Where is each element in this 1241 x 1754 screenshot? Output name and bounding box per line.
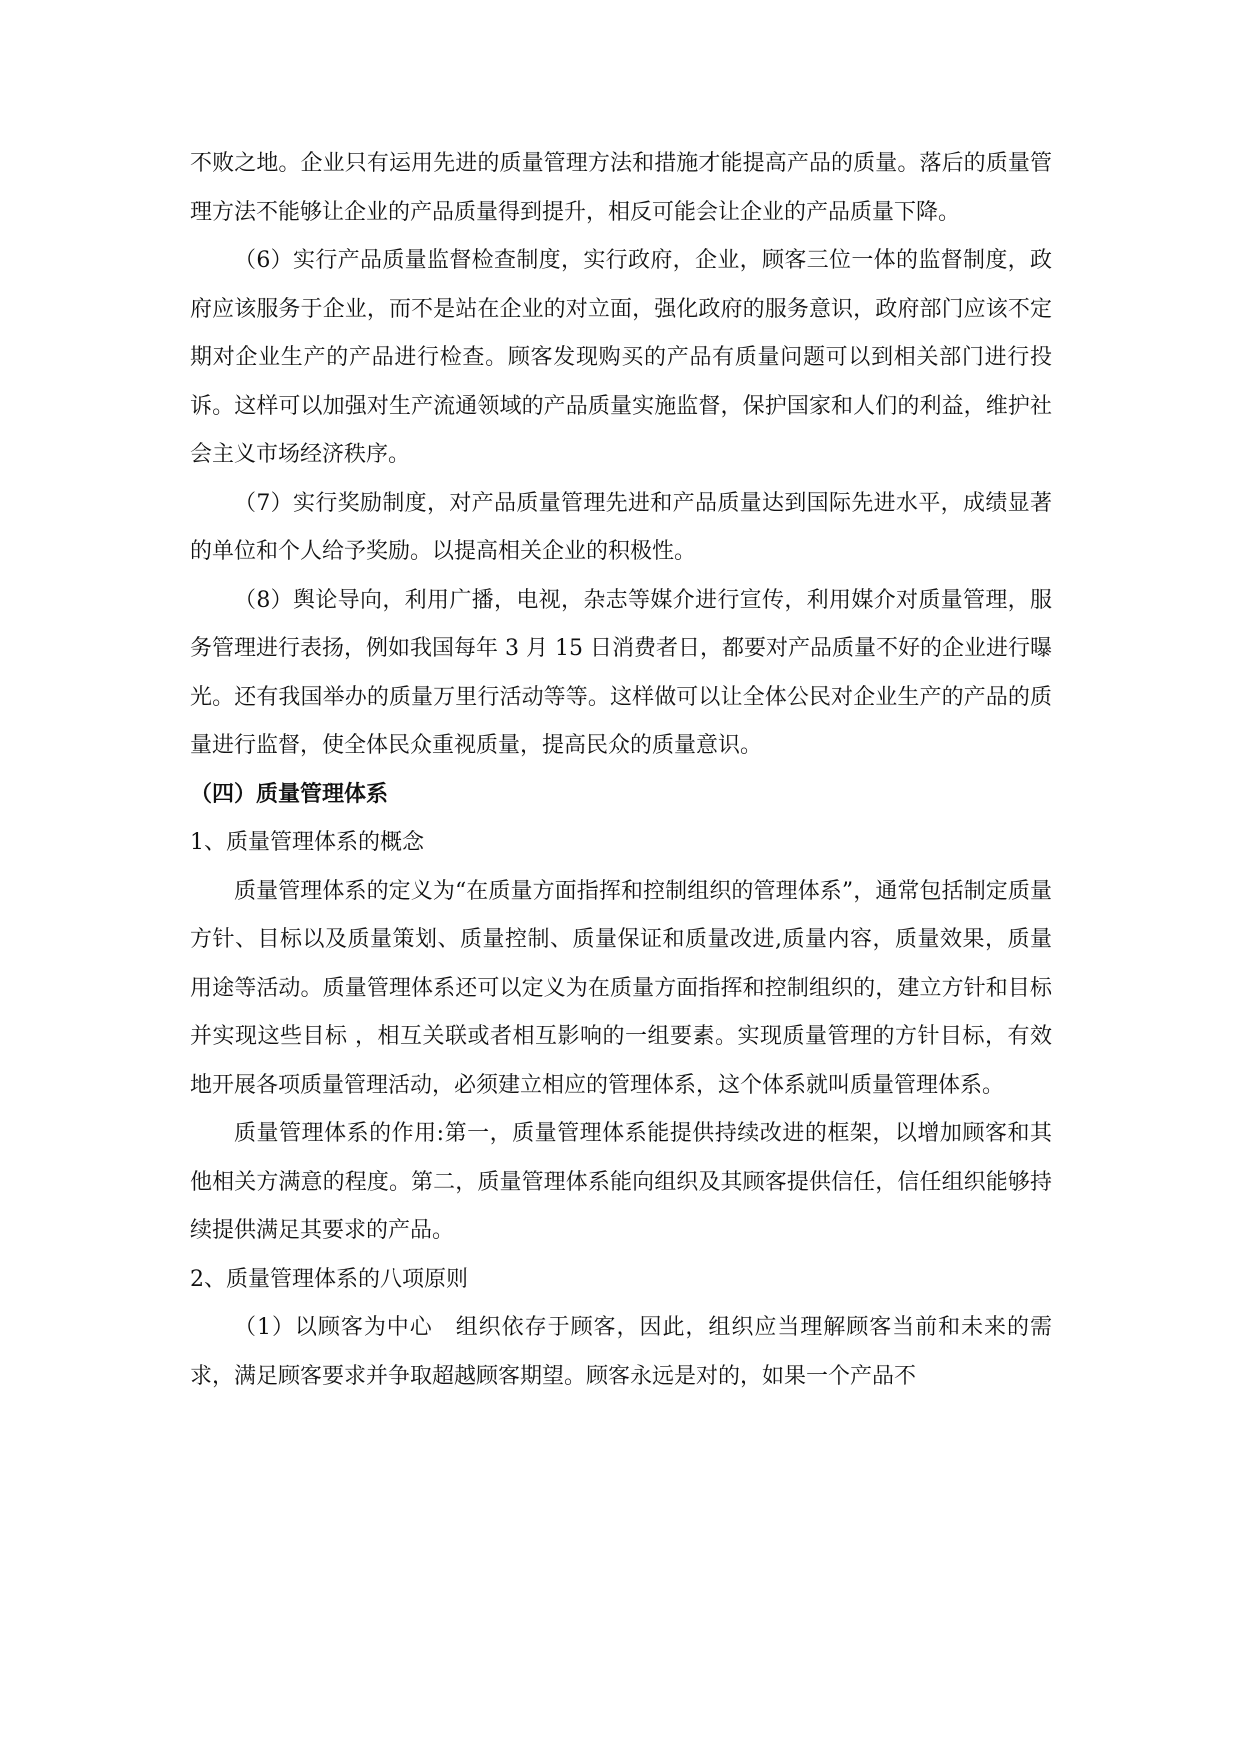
paragraph-item-6: （6）实行产品质量监督检查制度，实行政府，企业，顾客三位一体的监督制度，政府应该服务于企业，而不是站在企业的对立面，强化政府的服务意识，政府部门应该不定期对企业生产的产品进行检查。顾客发现购买的产品有质量问题可以到相关部门进行投诉。这样可以加强对生产流通领域的产品质量实施监督，保护国家和人们的利益，维护社会主义市场经济秩序。	[190, 248, 1052, 467]
subheading-concept: 1、质量管理体系的概念	[190, 830, 424, 855]
document-body	[190, 140, 1052, 1401]
subheading-principles: 2、质量管理体系的八项原则	[190, 1266, 468, 1292]
paragraph-item-7: （7）实行奖励制度，对产品质量管理先进和产品质量达到国际先进水平，成绩显著的单位和个人给予奖励。以提高相关企业的积极性。	[190, 490, 1052, 564]
paragraph-continuation: 不败之地。企业只有运用先进的质量管理方法和措施才能提高产品的质量。落后的质量管理方法不能够让企业的产品质量得到提升，相反可能会让企业的产品质量下降。	[190, 151, 1052, 225]
paragraph-item-8: （8）舆论导向，利用广播，电视，杂志等媒介进行宣传，利用媒介对质量管理，服务管理进行表扬，例如我国每年 3 月 15 日消费者日，都要对产品质量不好的企业进行曝光。还有我国举办的质量万里行活动等等。这样做可以让全体公民对企业生产的产品的质量进行监督，使全体民众重视质量，提高民众的质量意识。	[190, 587, 1052, 758]
paragraph-definition: 质量管理体系的定义为“在质量方面指挥和控制组织的管理体系”，通常包括制定质量方针、目标以及质量策划、质量控制、质量保证和质量改进,质量内容，质量效果，质量用途等活动。质量管理体系还可以定义为在质量方面指挥和控制组织的，建立方针和目标并实现这些目标 ，相互关联或者相互影响的一组要素。实现质量管理的方针目标，有效地开展各项质量管理活动，必须建立相应的管理体系，这个体系就叫质量管理体系。	[190, 878, 1052, 1098]
paragraph-function: 质量管理体系的作用:第一，质量管理体系能提供持续改进的框架，以增加顾客和其他相关方满意的程度。第二，质量管理体系能向组织及其顾客提供信任，信任组织能够持续提供满足其要求的产品。	[190, 1121, 1052, 1243]
section-heading-4: （四）质量管理体系	[190, 781, 389, 807]
paragraph-principle-1: （1）以顾客为中心 组织依存于顾客，因此，组织应当理解顾客当前和未来的需求，满足顾客要求并争取超越顾客期望。顾客永远是对的，如果一个产品不	[190, 1315, 1052, 1389]
